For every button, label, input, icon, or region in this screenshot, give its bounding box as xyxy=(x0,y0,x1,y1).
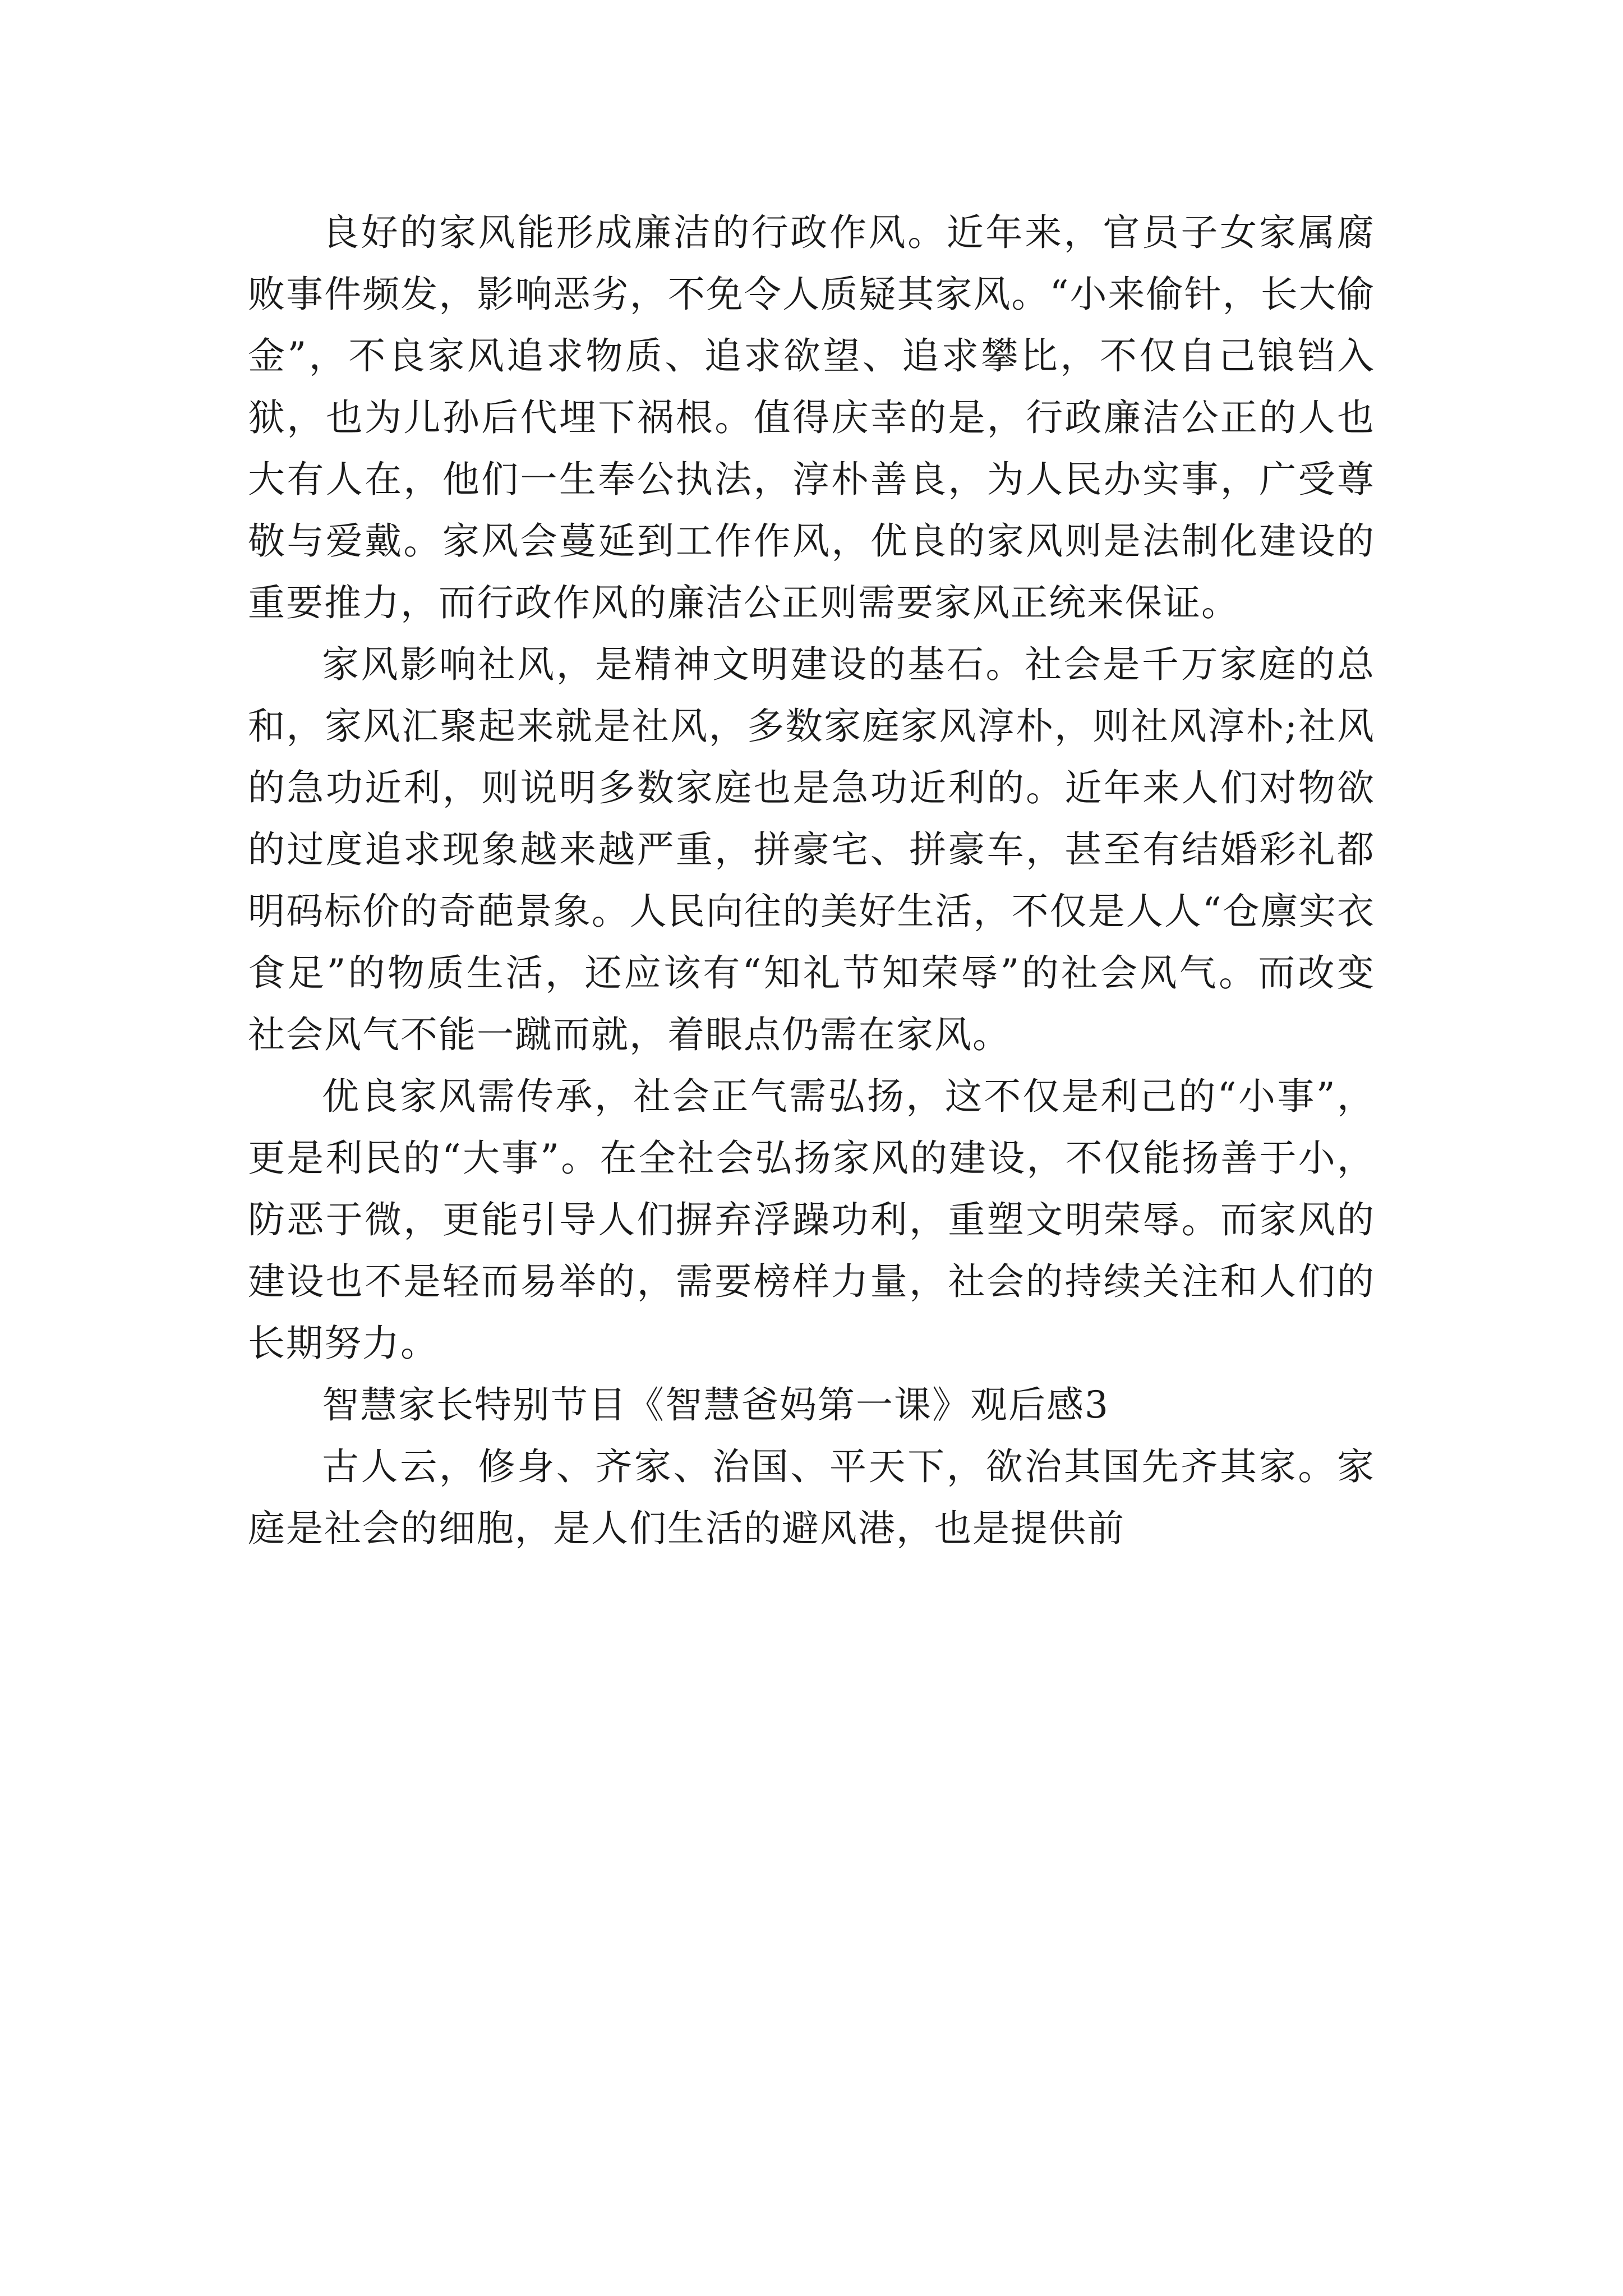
paragraph-family-style-integrity: 良好的家风能形成廉洁的行政作风。近年来，官员子女家属腐败事件频发，影响恶劣，不免令人质疑其家风。“小来偷针，长大偷金”，不良家风追求物质、追求欲望、追求攀比，不仅自己锒铛入狱，也为儿孙后代埋下祸根。值得庆幸的是，行政廉洁公正的人也大有人在，他们一生奉公执法，淳朴善良，为人民办实事，广受尊敬与爱戴。家风会蔓延到工作作风，优良的家风则是法制化建设的重要推力，而行政作风的廉洁公正则需要家风正统来保证。 xyxy=(248,211,1375,624)
paragraph-family-style-society: 家风影响社风，是精神文明建设的基石。社会是千万家庭的总和，家风汇聚起来就是社风，多数家庭家风淳朴，则社风淳朴;社风的急功近利，则说明多数家庭也是急功近利的。近年来人们对物欲的过度追求现象越来越严重，拼豪宅、拼豪车，甚至有结婚彩礼都明码标价的奇葩景象。人民向往的美好生活，不仅是人人“仓廪实衣食足”的物质生活，还应该有“知礼节知荣辱”的社会风气。而改变社会风气不能一蹴而就，着眼点仍需在家风。 xyxy=(248,643,1375,1056)
section-heading: 智慧家长特别节目《智慧爸妈第一课》观后感3 xyxy=(322,1383,1109,1427)
document-body xyxy=(248,202,1375,1559)
paragraph-family-style-inheritance: 优良家风需传承，社会正气需弘扬，这不仅是利己的“小事”，更是利民的“大事”。在全社会弘扬家风的建设，不仅能扬善于小，防恶于微，更能引导人们摒弃浮躁功利，重塑文明荣辱。而家风的建设也不是轻而易举的，需要榜样力量，社会的持续关注和人们的长期努力。 xyxy=(248,1075,1375,1365)
paragraph-ancient-saying: 古人云，修身、齐家、治国、平天下，欲治其国先齐其家。家庭是社会的细胞，是人们生活的避风港，也是提供前 xyxy=(248,1445,1375,1550)
